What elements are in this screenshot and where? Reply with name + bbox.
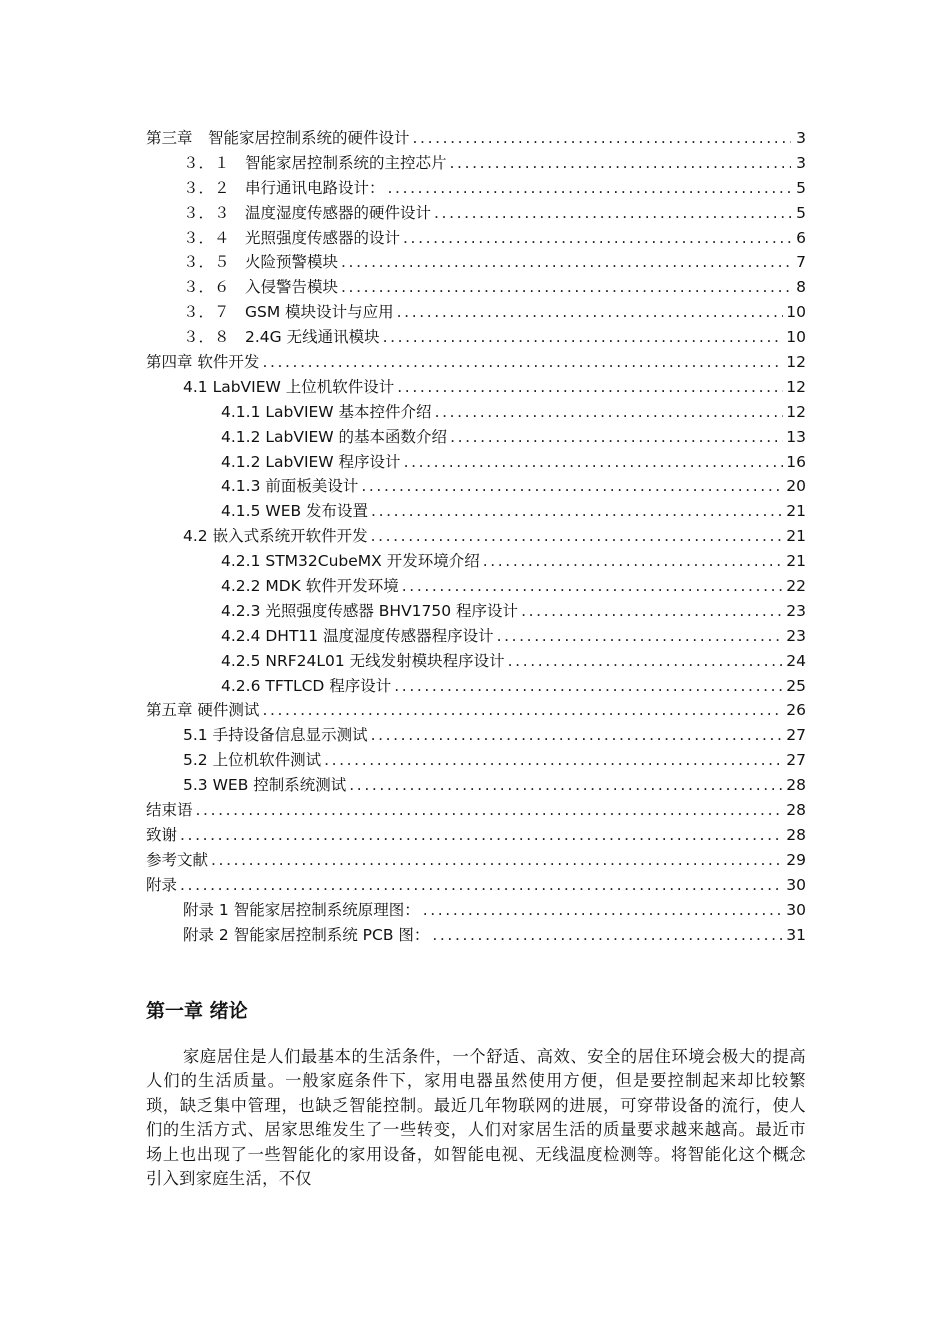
toc-entry-title: 附录	[146, 875, 178, 894]
toc-entry-title: ３．６ 入侵警告模块	[183, 278, 339, 297]
chapter-heading: 第一章 绪论	[146, 1000, 248, 1022]
toc-entry-title: 结束语	[146, 801, 193, 820]
toc-entry-page: 28	[786, 801, 806, 820]
toc-entry-title: ３．８ 2.4G 无线通讯模块	[183, 328, 380, 347]
toc-entry-page: 5	[796, 203, 806, 222]
toc-dot-leader	[371, 723, 784, 748]
toc-dot-leader	[383, 325, 784, 350]
toc-entry[interactable]	[146, 400, 806, 425]
toc-entry-page: 10	[786, 303, 806, 322]
toc-entry-page: 12	[786, 353, 806, 372]
toc-dot-leader	[435, 400, 784, 425]
toc-entry[interactable]	[146, 923, 806, 948]
toc-entry-title: 4.1.1 LabVIEW 基本控件介绍	[221, 402, 432, 421]
toc-entry[interactable]	[146, 748, 806, 773]
toc-dot-leader	[349, 773, 783, 798]
toc-dot-leader	[341, 275, 791, 300]
toc-entry-page: 6	[796, 228, 806, 247]
toc-entry[interactable]	[146, 649, 806, 674]
toc-entry[interactable]	[146, 823, 806, 848]
toc-entry-page: 31	[786, 925, 806, 944]
toc-dot-leader	[180, 823, 783, 848]
toc-entry-page: 20	[786, 477, 806, 496]
body-paragraph: 家庭居住是人们最基本的生活条件，一个舒适、高效、安全的居住环境会极大的提高人们的生活质量。一般家庭条件下，家用电器虽然使用方便，但是要控制起来却比较繁琐，缺乏集中管理，也缺乏智能控制。最近几年物联网的进展，可穿带设备的流行，使人们的生活方式、居家思维发生了一些转变，人们对家居生活的质量要求越来越高。最近市场上也出现了一些智能化的家用设备，如智能电视、无线温度检测等。将智能化这个概念引入到家庭生活，不仅	[146, 1047, 806, 1189]
toc-entry-title: 参考文献	[146, 850, 209, 869]
toc-dot-leader	[196, 798, 784, 823]
toc-entry-page: 28	[786, 825, 806, 844]
toc-dot-leader	[423, 898, 784, 923]
toc-entry-title: 4.2.2 MDK 软件开发环境	[221, 577, 399, 596]
toc-entry[interactable]	[146, 574, 806, 599]
toc-entry-title: 4.1.2 LabVIEW 的基本函数介绍	[221, 427, 448, 446]
toc-entry-page: 30	[786, 900, 806, 919]
toc-entry-title: 4.2 嵌入式系统开软件开发	[183, 527, 368, 546]
toc-entry-page: 3	[796, 153, 806, 172]
toc-entry-page: 3	[796, 129, 806, 147]
toc-entry-page: 12	[786, 377, 806, 396]
toc-entry-page: 29	[786, 850, 806, 869]
toc-entry-title: 第三章 智能家居控制系统的硬件设计	[146, 129, 410, 147]
toc-entry-title: 附录 2 智能家居控制系统 PCB 图：	[183, 925, 430, 944]
toc-dot-leader	[324, 748, 783, 773]
toc-entry-title: ３．１ 智能家居控制系统的主控芯片	[183, 153, 447, 172]
toc-entry-title: 第五章 硬件测试	[146, 701, 260, 720]
toc-entry-page: 23	[786, 626, 806, 645]
toc-entry-title: 致谢	[146, 825, 178, 844]
toc-dot-leader	[371, 524, 784, 549]
toc-entry-title: ３．２ 串行通讯电路设计：	[183, 178, 385, 197]
toc-dot-leader	[361, 474, 783, 499]
toc-entry[interactable]	[146, 450, 806, 475]
toc-dot-leader	[402, 574, 783, 599]
toc-entry[interactable]	[146, 599, 806, 624]
toc-entry-page: 23	[786, 601, 806, 620]
toc-entry[interactable]	[146, 201, 806, 226]
toc-entry-page: 21	[786, 527, 806, 546]
toc-entry[interactable]	[146, 300, 806, 325]
toc-entry-page: 27	[786, 751, 806, 770]
toc-entry[interactable]	[146, 624, 806, 649]
toc-dot-leader	[341, 250, 791, 275]
table-of-contents	[146, 126, 806, 947]
toc-entry-page: 24	[786, 651, 806, 670]
toc-dot-leader	[403, 226, 791, 251]
toc-entry-page: 22	[786, 577, 806, 596]
toc-entry[interactable]	[146, 250, 806, 275]
toc-entry-page: 16	[786, 452, 806, 471]
toc-entry[interactable]	[146, 698, 806, 723]
toc-entry-title: 5.2 上位机软件测试	[183, 751, 322, 770]
toc-entry-page: 27	[786, 726, 806, 745]
toc-entry[interactable]	[146, 474, 806, 499]
toc-entry[interactable]	[146, 275, 806, 300]
toc-entry[interactable]	[146, 898, 806, 923]
toc-entry-page: 7	[796, 253, 806, 272]
toc-entry-page: 21	[786, 502, 806, 521]
toc-entry-title: 4.2.3 光照强度传感器 BHV1750 程序设计	[221, 601, 519, 620]
toc-entry[interactable]	[146, 126, 806, 151]
toc-entry[interactable]	[146, 325, 806, 350]
toc-dot-leader	[404, 450, 784, 475]
toc-entry[interactable]	[146, 375, 806, 400]
toc-dot-leader	[388, 176, 791, 201]
toc-dot-leader	[211, 848, 783, 873]
toc-entry-title: 4.2.1 STM32CubeMX 开发环境介绍	[221, 552, 480, 571]
toc-entry-title: 第四章 软件开发	[146, 353, 260, 372]
toc-entry-title: 4.1.3 前面板美设计	[221, 477, 359, 496]
toc-entry-title: 5.1 手持设备信息显示测试	[183, 726, 368, 745]
toc-entry-title: 4.2.5 NRF24L01 无线发射模块程序设计	[221, 651, 505, 670]
toc-dot-leader	[180, 873, 783, 898]
toc-entry[interactable]	[146, 674, 806, 699]
toc-entry[interactable]	[146, 873, 806, 898]
toc-entry-page: 28	[786, 776, 806, 795]
toc-entry-page: 30	[786, 875, 806, 894]
toc-dot-leader	[434, 201, 791, 226]
toc-entry-title: 4.2.4 DHT11 温度湿度传感器程序设计	[221, 626, 494, 645]
toc-dot-leader	[450, 425, 783, 450]
toc-dot-leader	[497, 624, 784, 649]
toc-entry-page: 26	[786, 701, 806, 720]
toc-entry[interactable]	[146, 176, 806, 201]
toc-entry-page: 21	[786, 552, 806, 571]
toc-entry[interactable]	[146, 151, 806, 176]
toc-entry-page: 12	[786, 402, 806, 421]
toc-dot-leader	[508, 649, 784, 674]
toc-entry[interactable]	[146, 524, 806, 549]
toc-entry-title: 5.3 WEB 控制系统测试	[183, 776, 347, 795]
toc-entry[interactable]	[146, 773, 806, 798]
toc-dot-leader	[394, 674, 783, 699]
toc-entry[interactable]	[146, 425, 806, 450]
toc-entry[interactable]	[146, 549, 806, 574]
toc-entry[interactable]	[146, 499, 806, 524]
toc-entry[interactable]	[146, 798, 806, 823]
toc-dot-leader	[262, 698, 783, 723]
toc-dot-leader	[450, 151, 791, 176]
toc-entry[interactable]	[146, 848, 806, 873]
toc-entry-title: 4.1.2 LabVIEW 程序设计	[221, 452, 401, 471]
toc-dot-leader	[397, 300, 784, 325]
toc-dot-leader	[262, 350, 783, 375]
toc-entry-title: 4.1 LabVIEW 上位机软件设计	[183, 377, 395, 396]
toc-entry[interactable]	[146, 723, 806, 748]
toc-dot-leader	[413, 126, 791, 151]
toc-entry[interactable]	[146, 226, 806, 251]
toc-entry-title: ３．５ 火险预警模块	[183, 253, 339, 272]
toc-entry-title: ３．４ 光照强度传感器的设计	[183, 228, 401, 247]
toc-entry[interactable]	[146, 350, 806, 375]
toc-entry-page: 13	[786, 427, 806, 446]
toc-entry-title: 附录 1 智能家居控制系统原理图：	[183, 900, 420, 919]
toc-entry-title: 4.1.5 WEB 发布设置	[221, 502, 369, 521]
toc-entry-title: ３．３ 温度湿度传感器的硬件设计	[183, 203, 432, 222]
toc-dot-leader	[397, 375, 783, 400]
toc-dot-leader	[432, 923, 783, 948]
toc-dot-leader	[371, 499, 783, 524]
toc-entry-title: ３．７ GSM 模块设计与应用	[183, 303, 394, 322]
toc-entry-page: 25	[786, 676, 806, 695]
toc-entry-title: 4.2.6 TFTLCD 程序设计	[221, 676, 392, 695]
toc-dot-leader	[483, 549, 784, 574]
toc-dot-leader	[521, 599, 783, 624]
toc-entry-page: 8	[796, 278, 806, 297]
toc-entry-page: 10	[786, 328, 806, 347]
toc-entry-page: 5	[796, 178, 806, 197]
